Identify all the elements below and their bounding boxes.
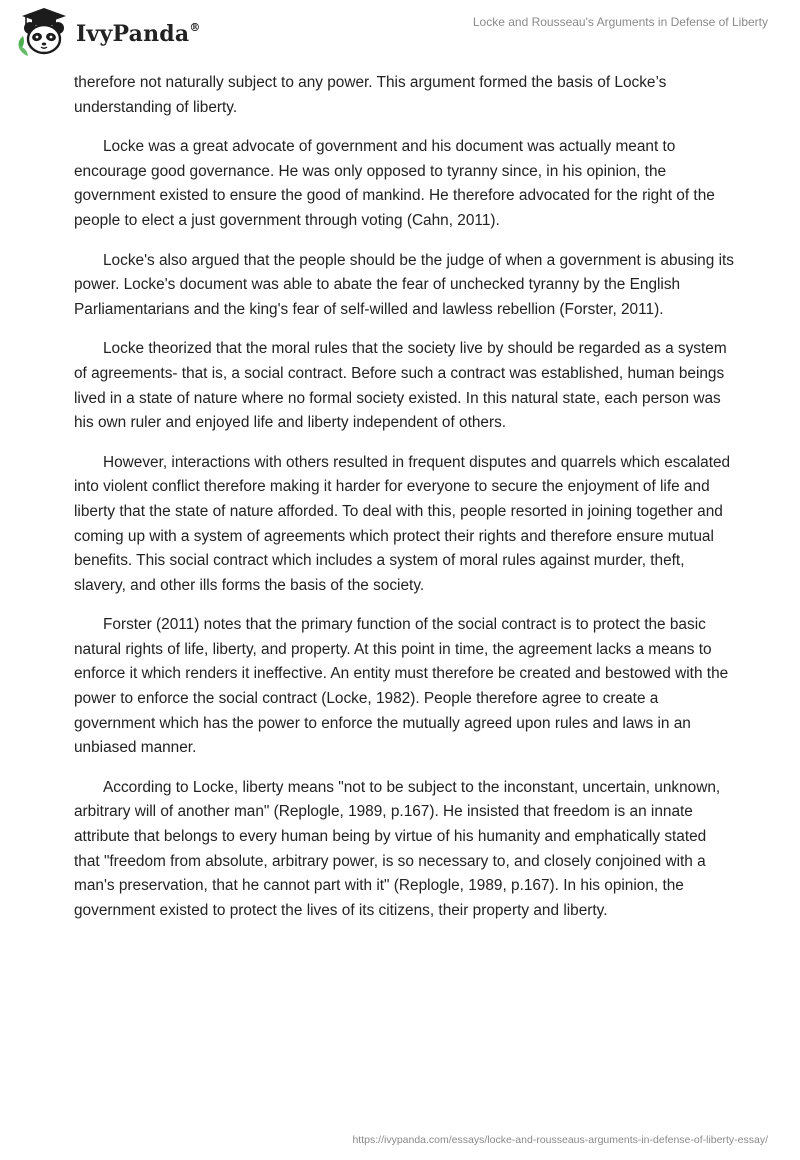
panda-graduate-icon (14, 6, 74, 60)
paragraph: Forster (2011) notes that the primary function of the social contract is to protect the basic natural rights of life, liberty, and property. At this point in time, the agreement lacks a means to enforce it which renders it ineffective. An entity must therefore be created and bestowed with the power to enforce the social contract (Locke, 1982). People therefore agree to create a government which has the power to enforce the mutually agreed upon rules and laws in an unbiased manner. (74, 616, 729, 757)
paragraph: According to Locke, liberty means "not to be subject to the inconstant, uncertain, unknown, arbitrary will of another man" (Replogle, 1989, p.167). He insisted that freedom is an innate attribute that belongs to every human being by virtue of his humanity and emphatically stated that "freedom from absolute, arbitrary power, is so necessary to, and closely conjoined with a man's preservation, that he cannot part with it" (Replogle, 1989, p.167). In his opinion, the government existed to protect the lives of its citizens, their property and liberty. (74, 778, 721, 919)
paragraph: Locke was a great advocate of government and his document was actually meant to encourage good governance. He was only opposed to tyranny since, in his opinion, the government existed to ensure the good of mankind. He therefore advocated for the right of the people to elect a just government through voting (Cahn, 2011). (74, 138, 715, 229)
document-title: Locke and Rousseau's Arguments in Defense of Liberty (472, 15, 768, 29)
paragraph: Locke's also argued that the people should be the judge of when a government is abusing its power. Locke's document was able to abate the fear of unchecked tyranny by the English Parliamentarians and the king's fear of self-willed and lawless rebellion (Forster, 2011). (74, 251, 734, 318)
source-url[interactable]: https://ivypanda.com/essays/locke-and-rousseaus-arguments-in-defense-of-liberty-essay/ (352, 1134, 768, 1146)
paragraph: However, interactions with others resulted in frequent disputes and quarrels which escalated into violent conflict therefore making it harder for everyone to secure the enjoyment of life and liberty that the state of nature afforded. To deal with this, people resorted in joining together and coming up with a system of agreements which protect their rights and therefore ensure mutual benefits. This social contract which includes a system of moral rules against murder, theft, slavery, and other ills forms the basis of the society. (74, 453, 731, 594)
paragraph: Locke theorized that the moral rules that the society live by should be regarded as a system of agreements- that is, a social contract. Before such a contract was established, human beings lived in a state of nature where no formal society existed. In this natural state, each person was his own ruler and enjoyed life and liberty independent of others. (74, 340, 727, 432)
ivypanda-logo[interactable] (14, 6, 201, 60)
paragraph-continuation: therefore not naturally subject to any power. This argument formed the basis of Locke’s understanding of liberty. (74, 74, 667, 116)
page-header (0, 0, 800, 72)
logo-text: IvyPanda® (76, 21, 201, 47)
essay-body (74, 71, 734, 938)
